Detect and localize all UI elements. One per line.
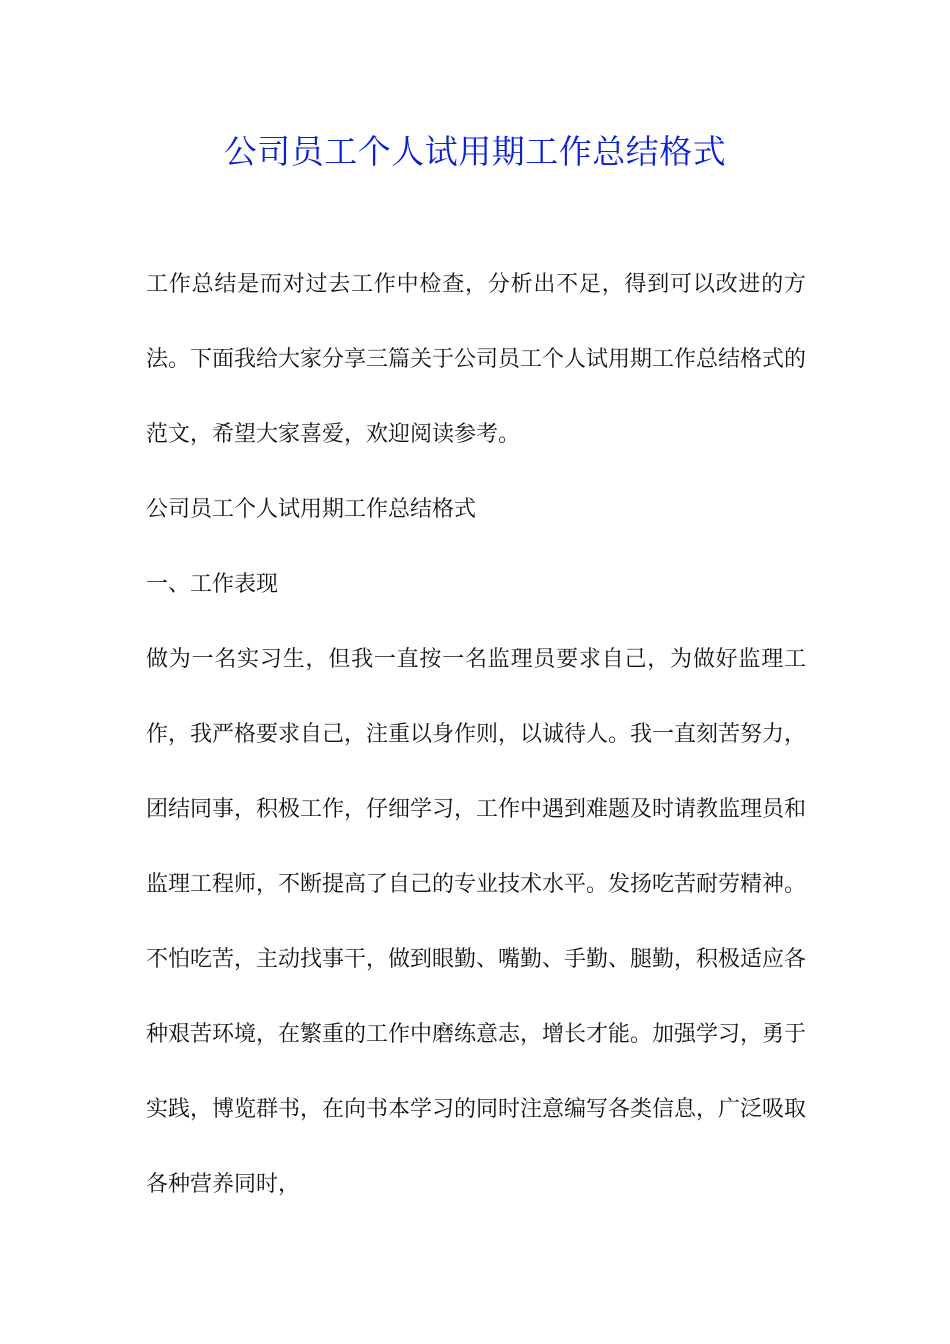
section-heading: 一、工作表现 — [146, 572, 279, 597]
document-title: 公司员工个人试用期工作总结格式 — [223, 132, 727, 171]
document-body — [146, 247, 806, 1222]
intro-paragraph: 工作总结是而对过去工作中检查，分析出不足，得到可以改进的方法。下面我给大家分享三篇关于公司员工个人试用期工作总结格式的范文，希望大家喜爱，欢迎阅读参考。 — [146, 272, 807, 447]
body-paragraph: 做为一名实习生，但我一直按一名监理员要求自己，为做好监理工作，我严格要求自己，注重以身作则，以诚待人。我一直刻苦努力，团结同事，积极工作，仔细学习，工作中遇到难题及时请教监理员和监理工程师，不断提高了自己的专业技术水平。发扬吃苦耐劳精神。不怕吃苦，主动找事干，做到眼勤、嘴勤、手勤、腿勤，积极适应各种艰苦环境，在繁重的工作中磨练意志，增长才能。加强学习，勇于实践，博览群书，在向书本学习的同时注意编写各类信息，广泛吸取各种营养同时， — [146, 647, 807, 1197]
subtitle-line: 公司员工个人试用期工作总结格式 — [146, 497, 477, 522]
